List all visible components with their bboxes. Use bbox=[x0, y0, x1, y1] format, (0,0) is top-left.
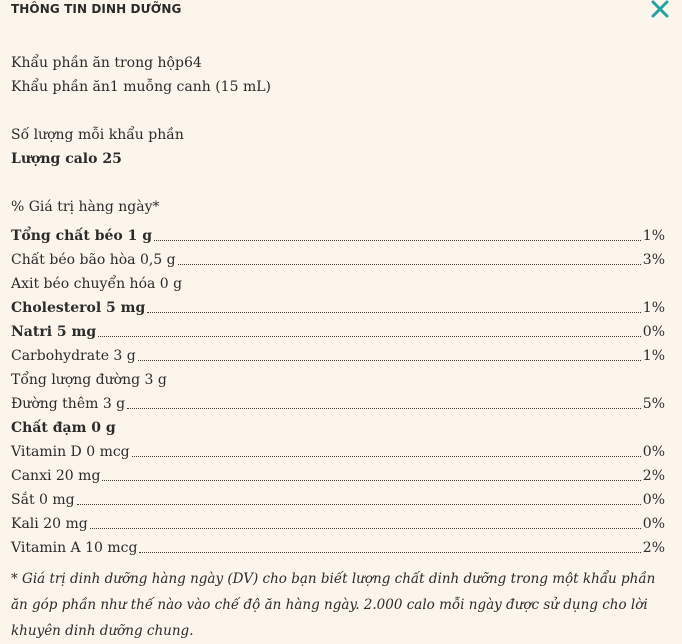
nutrient-daily-value: 2% bbox=[642, 540, 665, 556]
nutrient-row bbox=[11, 388, 665, 412]
nutrient-label: Canxi 20 mg bbox=[11, 468, 101, 484]
nutrient-label: Cholesterol 5 mg bbox=[11, 300, 146, 316]
nutrient-daily-value: 0% bbox=[642, 444, 665, 460]
nutrient-row bbox=[11, 268, 665, 292]
nutrient-label: Vitamin D 0 mcg bbox=[11, 444, 130, 460]
nutrient-label: Kali 20 mg bbox=[11, 516, 88, 532]
nutrient-row bbox=[11, 460, 665, 484]
dotted-leader bbox=[98, 335, 641, 337]
calories: Lượng calo 25 bbox=[11, 151, 122, 167]
dotted-leader bbox=[138, 359, 641, 361]
nutrient-label: Chất đạm 0 g bbox=[11, 420, 116, 436]
dotted-leader bbox=[178, 263, 641, 265]
nutrient-label: Đường thêm 3 g bbox=[11, 396, 126, 412]
dotted-leader bbox=[102, 479, 640, 481]
nutrient-daily-value: 0% bbox=[642, 324, 665, 340]
nutrient-row bbox=[11, 364, 665, 388]
nutrient-daily-value: 1% bbox=[642, 228, 665, 244]
nutrient-row bbox=[11, 508, 665, 532]
close-x-icon bbox=[649, 0, 671, 20]
amount-per-serving: Số lượng mỗi khẩu phần bbox=[11, 127, 184, 143]
dotted-leader bbox=[139, 551, 640, 553]
nutrient-label: Carbohydrate 3 g bbox=[11, 348, 136, 364]
dotted-leader bbox=[77, 503, 641, 505]
nutrient-row bbox=[11, 412, 665, 436]
footnote: * Giá trị dinh dưỡng hàng ngày (DV) cho bạn biết lượng chất dinh dưỡng trong một khẩu phần ăn góp phần như thế nào vào chế độ ăn hàng ngày. 2.000 calo mỗi ngày được sử dụng cho lời khuyên dinh dưỡng chung. bbox=[11, 571, 656, 639]
nutrient-daily-value: 1% bbox=[642, 348, 665, 364]
nutrient-label: Sắt 0 mg bbox=[11, 492, 75, 508]
nutrient-row bbox=[11, 340, 665, 364]
dotted-leader bbox=[127, 407, 641, 409]
nutrient-daily-value: 1% bbox=[642, 300, 665, 316]
servings-per-container: Khẩu phần ăn trong hộp64 bbox=[11, 55, 202, 71]
close-button[interactable] bbox=[649, 0, 671, 20]
nutrient-row bbox=[11, 220, 665, 244]
nutrient-row bbox=[11, 532, 665, 556]
nutrient-daily-value: 0% bbox=[642, 492, 665, 508]
nutrient-row bbox=[11, 316, 665, 340]
panel-header bbox=[11, 0, 671, 20]
nutrient-row bbox=[11, 244, 665, 268]
nutrient-label: Chất béo bão hòa 0,5 g bbox=[11, 252, 176, 268]
nutrient-daily-value: 0% bbox=[642, 516, 665, 532]
nutrient-daily-value: 3% bbox=[642, 252, 665, 268]
dotted-leader bbox=[90, 527, 641, 529]
nutrient-label: Axit béo chuyển hóa 0 g bbox=[11, 276, 183, 292]
serving-size: Khẩu phần ăn1 muỗng canh (15 mL) bbox=[11, 79, 271, 95]
dotted-leader bbox=[132, 455, 641, 457]
panel-title: THÔNG TIN DINH DƯỠNG bbox=[11, 2, 182, 16]
nutrient-row bbox=[11, 436, 665, 460]
nutrient-label: Tổng chất béo 1 g bbox=[11, 228, 153, 244]
nutrient-label: Vitamin A 10 mcg bbox=[11, 540, 138, 556]
dotted-leader bbox=[147, 311, 641, 313]
nutrient-label: Tổng lượng đường 3 g bbox=[11, 372, 167, 388]
daily-value-header: % Giá trị hàng ngày* bbox=[11, 199, 160, 215]
dotted-leader bbox=[154, 239, 641, 241]
nutrient-row bbox=[11, 292, 665, 316]
nutrient-label: Natri 5 mg bbox=[11, 324, 97, 340]
nutrient-row bbox=[11, 484, 665, 508]
nutrient-daily-value: 5% bbox=[642, 396, 665, 412]
nutrient-daily-value: 2% bbox=[642, 468, 665, 484]
